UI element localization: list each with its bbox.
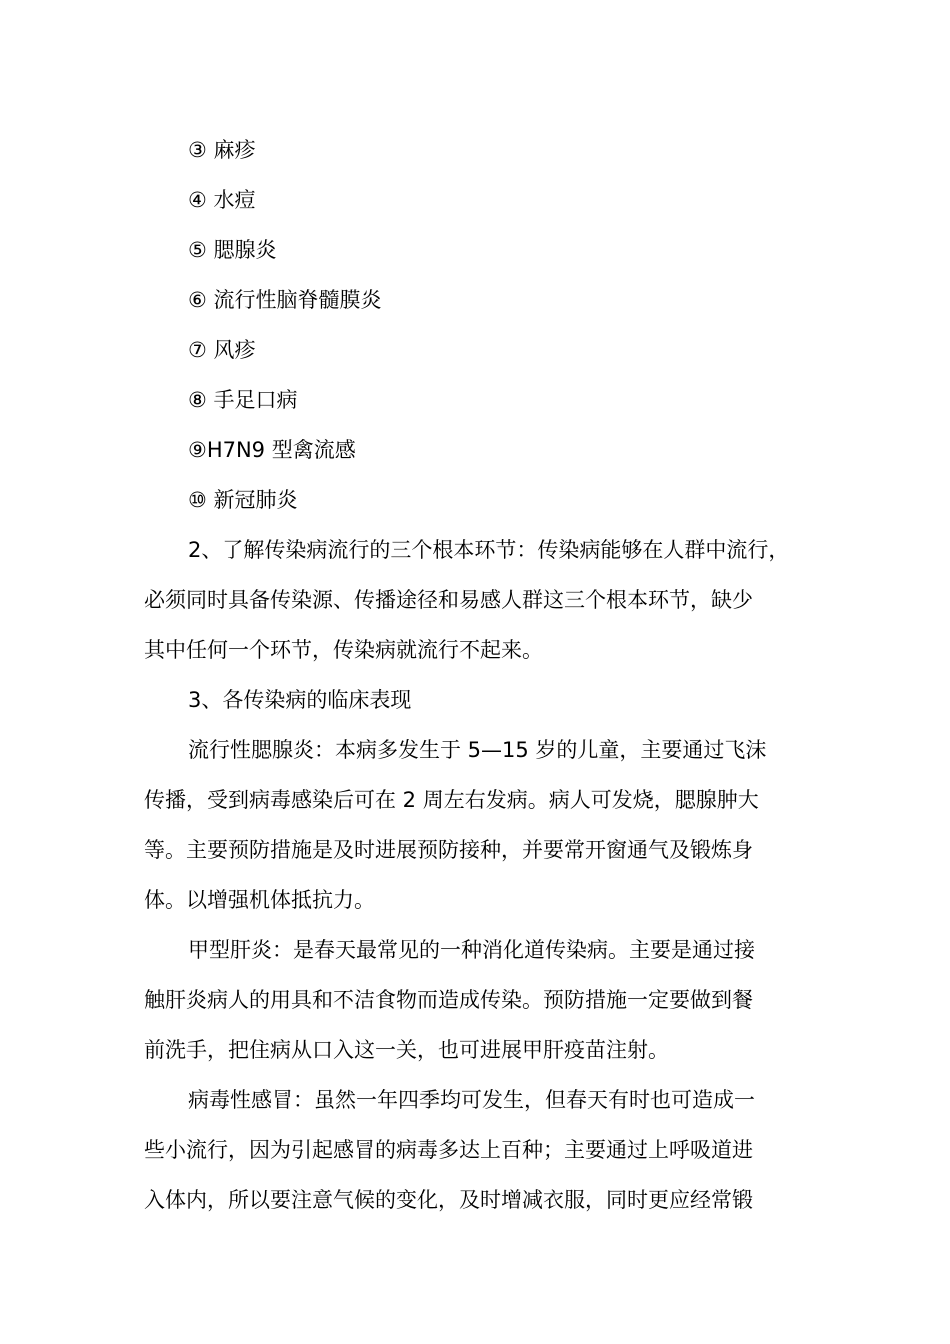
heading-line: 3、各传染病的临床表现 [188, 688, 412, 712]
list-item: ⑩ 新冠肺炎 [188, 488, 298, 512]
document-body [144, 125, 814, 1225]
list-item: ⑦ 风疹 [188, 338, 256, 362]
paragraph-line: 病毒性感冒：虽然一年四季均可发生，但春天有时也可造成一 [188, 1088, 755, 1112]
paragraph-line: 等。主要预防措施是及时进展预防接种，并要常开窗通气及锻炼身 [144, 838, 753, 862]
paragraph-line: 些小流行，因为引起感冒的病毒多达上百种；主要通过上呼吸道进 [144, 1138, 753, 1162]
paragraph-line: 流行性腮腺炎：本病多发生于 5—15 岁的儿童，主要通过飞沫 [188, 738, 767, 762]
paragraph-line: 入体内，所以要注意气候的变化，及时增减衣服，同时更应经常锻 [144, 1188, 753, 1212]
paragraph-line: 必须同时具备传染源、传播途径和易感人群这三个根本环节，缺少 [144, 588, 753, 612]
paragraph-viral-cold [144, 1075, 814, 1225]
list-item: ④ 水痘 [188, 188, 256, 212]
paragraph-line: 甲型肝炎：是春天最常见的一种消化道传染病。主要是通过接 [188, 938, 755, 962]
paragraph-line: 传播，受到病毒感染后可在 2 周左右发病。病人可发烧，腮腺肿大 [144, 788, 759, 812]
list-item: ⑥ 流行性脑脊髓膜炎 [188, 288, 382, 312]
paragraph-line: 其中任何一个环节，传染病就流行不起来。 [144, 638, 543, 662]
list-item: ⑤ 腮腺炎 [188, 238, 277, 262]
section-heading-clinical [144, 675, 814, 725]
paragraph-line: 前洗手，把住病从口入这一关，也可进展甲肝疫苗注射。 [144, 1038, 669, 1062]
paragraph-transmission-links [144, 525, 814, 675]
paragraph-line: 2、了解传染病流行的三个根本环节：传染病能够在人群中流行， [188, 538, 790, 562]
list-item: ⑨H7N9 型禽流感 [188, 438, 356, 462]
paragraph-line: 体。以增强机体抵抗力。 [144, 888, 375, 912]
paragraph-hepatitis-a [144, 925, 814, 1075]
list-item: ③ 麻疹 [188, 138, 256, 162]
list-item: ⑧ 手足口病 [188, 388, 298, 412]
disease-list [144, 125, 814, 525]
paragraph-mumps [144, 725, 814, 925]
paragraph-line: 触肝炎病人的用具和不洁食物而造成传染。预防措施一定要做到餐 [144, 988, 753, 1012]
